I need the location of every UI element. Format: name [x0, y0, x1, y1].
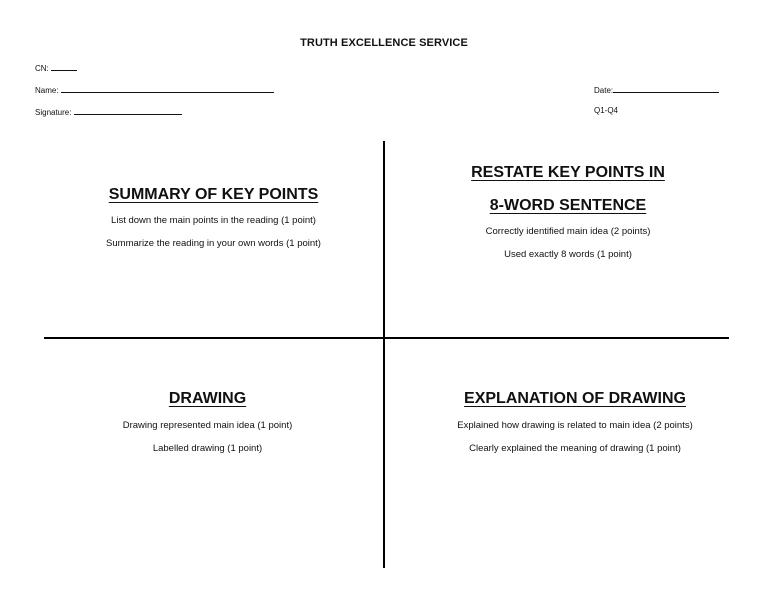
- signature-field[interactable]: [35, 106, 182, 117]
- explanation-criterion: Clearly explained the meaning of drawing (1 point): [469, 443, 681, 454]
- signature-label: Signature:: [35, 108, 72, 117]
- drawing-heading: DRAWING: [168, 390, 247, 407]
- cn-label: CN:: [35, 64, 49, 73]
- summary-quadrant: [44, 185, 383, 250]
- name-blank[interactable]: [61, 84, 274, 93]
- cn-field[interactable]: [35, 62, 77, 73]
- horizontal-divider: [44, 337, 729, 339]
- restate-heading-line2: 8-WORD SENTENCE: [489, 197, 647, 214]
- drawing-criterion: Labelled drawing (1 point): [152, 443, 263, 454]
- explanation-heading: EXPLANATION OF DRAWING: [464, 390, 686, 407]
- name-label: Name:: [35, 86, 59, 95]
- document-title: TRUTH EXCELLENCE SERVICE: [300, 37, 468, 49]
- name-field[interactable]: [35, 84, 274, 95]
- signature-blank[interactable]: [74, 106, 182, 115]
- summary-criterion: Summarize the reading in your own words (1 point): [106, 238, 321, 249]
- summary-criterion: List down the main points in the reading (1 point): [111, 215, 316, 226]
- quarter-label: Q1-Q4: [594, 106, 619, 115]
- drawing-quadrant: [38, 389, 377, 455]
- explanation-quadrant: [392, 389, 758, 455]
- date-label: Date:: [594, 86, 614, 95]
- restate-criterion: Correctly identified main idea (2 points): [485, 226, 651, 237]
- explanation-criterion: Explained how drawing is related to main idea (2 points): [457, 420, 693, 431]
- summary-heading: SUMMARY OF KEY POINTS: [108, 186, 319, 203]
- drawing-criterion: Drawing represented main idea (1 point): [122, 420, 293, 431]
- date-field[interactable]: [594, 84, 719, 95]
- restate-criterion: Used exactly 8 words (1 point): [504, 249, 632, 260]
- date-blank[interactable]: [613, 84, 719, 93]
- restate-quadrant: [385, 163, 751, 261]
- restate-heading-line1: RESTATE KEY POINTS IN: [471, 164, 665, 181]
- cn-blank[interactable]: [51, 62, 77, 71]
